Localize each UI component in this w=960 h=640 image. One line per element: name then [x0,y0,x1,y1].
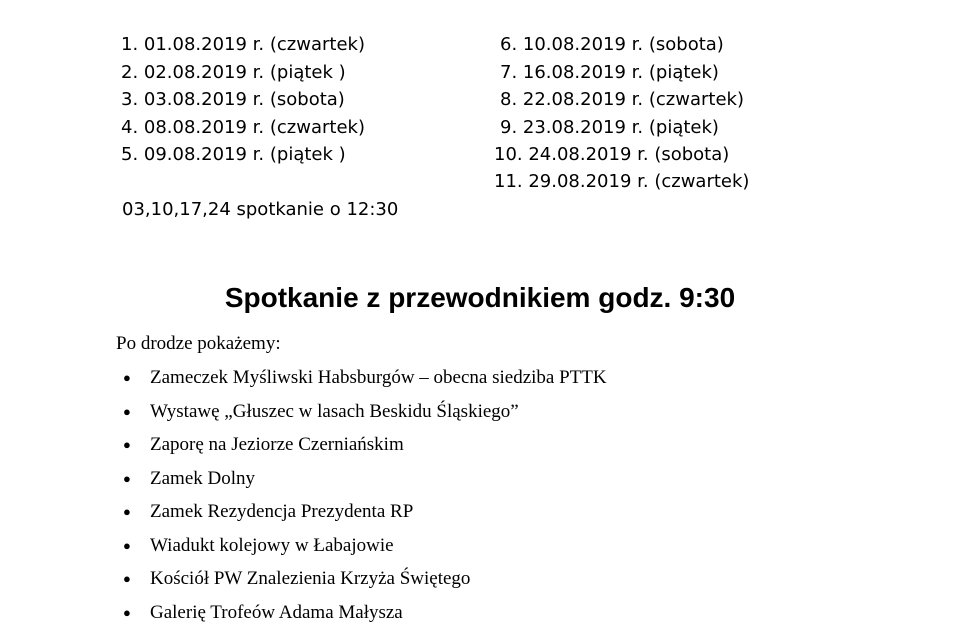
list-item-text: Galerię Trofeów Adama Małysza [150,601,403,623]
date-item-2: 2. 02.08.2019 r. (piątek ) [121,62,346,83]
places-intro: Po drodze pokażemy: [116,333,281,354]
list-item-text: Wystawę „Głuszec w lasach Beskidu Śląskiego” [150,400,519,422]
bullet-icon: ● [123,470,131,486]
date-item-8: 8. 22.08.2019 r. (czwartek) [500,89,744,110]
date-item-3: 3. 03.08.2019 r. (sobota) [121,89,345,110]
list-item-text: Zamek Dolny [150,467,256,489]
list-item-text: Zameczek Myśliwski Habsburgów – obecna siedziba PTTK [150,367,607,388]
bullet-icon: ● [123,504,131,519]
date-item-9: 9. 23.08.2019 r. (piątek) [500,117,719,138]
bullet-icon: ● [123,437,131,452]
list-item-text: Wiadukt kolejowy w Łabajowie [150,534,394,556]
date-item-10: 10. 24.08.2019 r. (sobota) [494,144,730,165]
date-item-4: 4. 08.08.2019 r. (czwartek) [121,117,365,138]
bullet-icon: ● [123,370,131,385]
meeting-time-note: 03,10,17,24 spotkanie o 12:30 [122,199,399,220]
date-item-6: 6. 10.08.2019 r. (sobota) [500,34,724,55]
bullet-icon: ● [123,604,131,620]
date-item-1: 1. 01.08.2019 r. (czwartek) [121,34,365,55]
date-item-5: 5. 09.08.2019 r. (piątek ) [121,144,346,165]
page-title: Spotkanie z przewodnikiem godz. 9:30 [224,282,736,313]
bullet-icon: ● [123,403,131,419]
date-item-7: 7. 16.08.2019 r. (piątek) [500,62,719,83]
list-item-text: Kościół PW Znalezienia Krzyża Świętego [150,568,471,589]
list-item-text: Zaporę na Jeziorze Czerniańskim [150,434,404,455]
bullet-icon: ● [123,571,131,586]
date-item-11: 11. 29.08.2019 r. (czwartek) [494,171,750,192]
list-item-text: Zamek Rezydencja Prezydenta RP [150,501,414,522]
bullet-icon: ● [123,537,131,553]
